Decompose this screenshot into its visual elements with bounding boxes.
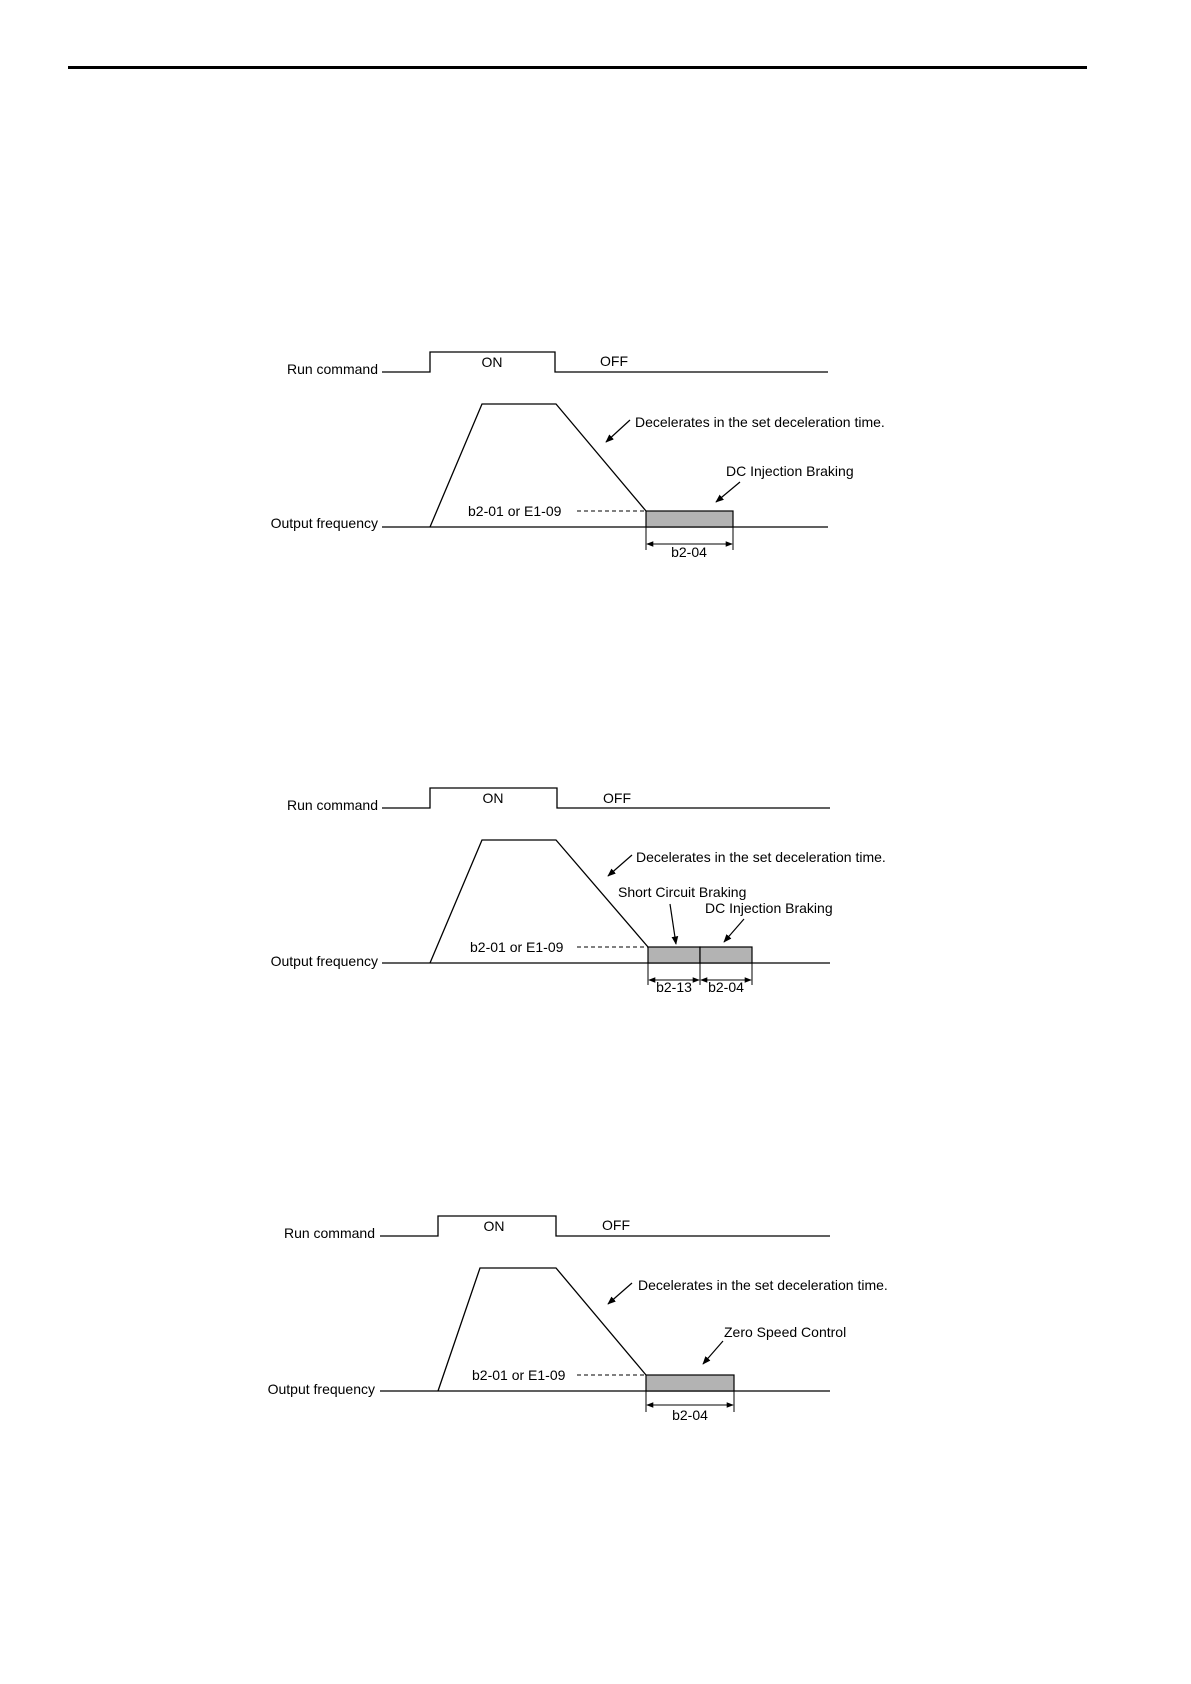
timing-diagram-dc-injection xyxy=(271,352,885,560)
output-frequency-label: Output frequency xyxy=(270,515,378,531)
braking-arrow xyxy=(716,482,740,502)
braking-block xyxy=(646,1375,734,1391)
threshold-label: b2-01 or E1-09 xyxy=(468,503,562,519)
on-label: ON xyxy=(481,354,503,370)
time-label: b2-04 xyxy=(672,1407,708,1423)
time-label: b2-04 xyxy=(671,544,707,560)
run-command-label: Run command xyxy=(283,1225,375,1241)
on-label: ON xyxy=(482,790,504,806)
on-label: ON xyxy=(483,1218,505,1234)
run-command-label: Run command xyxy=(286,797,378,813)
off-label: OFF xyxy=(602,1217,630,1233)
decel-note: Decelerates in the set deceleration time. xyxy=(638,1277,888,1293)
output-frequency-label: Output frequency xyxy=(270,953,378,969)
braking-block xyxy=(700,947,752,963)
threshold-label: b2-01 or E1-09 xyxy=(470,939,564,955)
braking-name: DC Injection Braking xyxy=(726,463,854,479)
off-label: OFF xyxy=(600,353,628,369)
decel-arrow xyxy=(608,1283,632,1304)
braking-arrow xyxy=(670,904,676,944)
braking-arrow xyxy=(724,919,744,942)
braking-block xyxy=(648,947,700,963)
time-label: b2-04 xyxy=(708,979,744,995)
braking-block xyxy=(646,511,733,527)
decel-note: Decelerates in the set deceleration time. xyxy=(636,849,886,865)
braking-arrow xyxy=(703,1341,723,1364)
timing-diagram-short-circuit xyxy=(271,788,886,995)
braking-name: DC Injection Braking xyxy=(705,900,833,916)
timing-diagram-zero-speed xyxy=(268,1216,888,1423)
output-frequency-label: Output frequency xyxy=(267,1381,375,1397)
decel-note: Decelerates in the set deceleration time. xyxy=(635,414,885,430)
decel-arrow xyxy=(608,855,632,876)
time-label: b2-13 xyxy=(656,979,692,995)
off-label: OFF xyxy=(603,790,631,806)
braking-name: Zero Speed Control xyxy=(724,1324,847,1340)
threshold-label: b2-01 or E1-09 xyxy=(472,1367,566,1383)
run-command-label: Run command xyxy=(286,361,378,377)
braking-name: Short Circuit Braking xyxy=(618,884,747,900)
decel-arrow xyxy=(606,420,630,442)
